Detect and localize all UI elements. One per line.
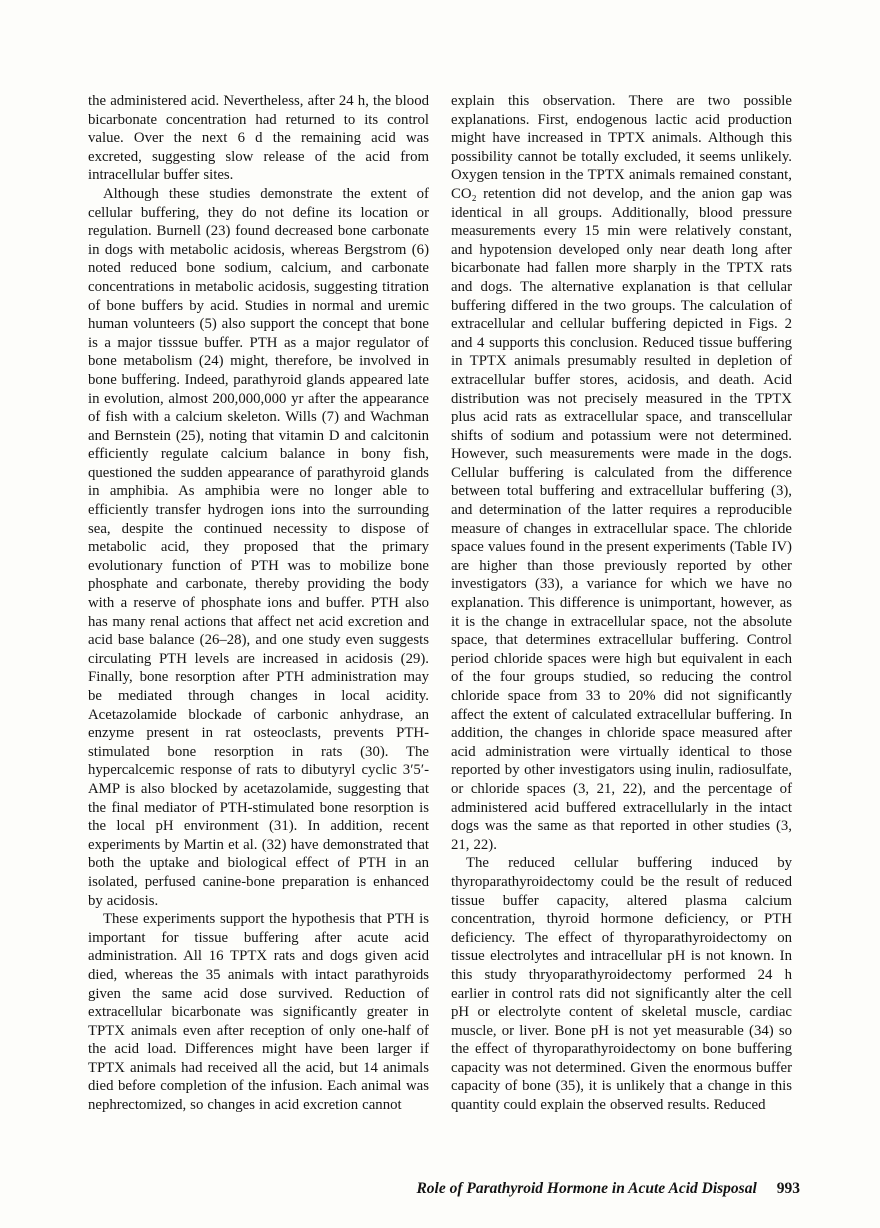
paragraph: The reduced cellular buffering induced by thyroparathyroidectomy could be the result of reduced tissue buffer capacity, altered plasma calcium concentration, thyroid hormone deficiency, or PTH deficiency. The effect of thyroparathyroidectomy on tissue electrolytes and intracellular pH is not known. In this study thryoparathyroidectomy performed 24 h earlier in control rats did not significantly alter the cell pH or electrolyte content of skeletal muscle, cardiac muscle, or liver. Bone pH is not yet measurable (34) so the effect of thyroparathyroidectomy on bone buffering capacity was not determined. Given the enormous buffer capacity of bone (35), it is unlikely that a change in this quantity could explain the observed results. Reduced [451,855,792,1114]
page-number: 993 [776,1180,800,1197]
paragraph: These experiments support the hypothesis that PTH is important for tissue buffering after acute acid administration. All 16 TPTX rats and dogs given acid died, whereas the 35 animals with intact parathyroids given the same acid dose survived. Reduction of extracellular bicarbonate was significantly greater in TPTX animals even after reception of only one-half of the acid load. Differences might have been larger if TPTX animals had received all the acid, but 14 animals died before completion of the infusion. Each animal was nephrectomized, so changes in acid excretion cannot [88,911,429,1114]
page-footer [416,1180,800,1198]
paragraph-continuation: explain this observation. There are two possible explanations. First, endogenous lactic acid production might have increased in TPTX animals. Although this possibility cannot be totally excluded, it seems unlikely. Oxygen tension in the TPTX animals remained constant, CO₂ retention did not develop, and the anion gap was identical in all groups. Additionally, blood pressure measurements every 15 min were relatively constant, and hypotension developed only near death long after bicarbonate had fallen more sharply in the TPTX rats and dogs. The alternative explanation is that cellular buffering differed in the two groups. The calculation of extracellular and cellular buffering depicted in Figs. 2 and 4 supports this conclusion. Reduced tissue buffering in TPTX animals presumably resulted in depletion of extracellular buffer stores, acidosis, and death. Acid distribution was not precisely measured in the TPTX plus acid rats as extracellular space, and transcellular shifts of sodium and potassium were not determined. However, such measurements were made in the dogs. Cellular buffering is calculated from the difference between total buffering and extracellular buffering (3), and determination of the latter requires a reproducible measure of changes in extracellular space. The chloride space values found in the present experiments (Table IV) are higher than those previously reported by other investigators (33), a variance for which we have no explanation. This difference is unimportant, however, as it is the change in extracellular space, not the absolute space, that determines extracellular buffering. Control period chloride spaces were high but equivalent in each of the four groups studied, so reducing the control chloride space from 33 to 20% did not significantly affect the extent of calculated extracellular buffering. In addition, the changes in chloride space measured after acid administration were virtually identical to those reported by other investigators using inulin, radiosulfate, or chloride spaces (3, 21, 22), and the percentage of administered acid buffered extracellularly in the intact dogs was the same as that reported in other studies (3, 21, 22). [451,93,792,853]
left-column [88,92,429,1115]
paragraph: Although these studies demonstrate the extent of cellular buffering, they do not define its location or regulation. Burnell (23) found decreased bone carbonate in dogs with metabolic acidosis, whereas Bergstrom (6) noted reduced bone sodium, calcium, and carbonate concentrations in metabolic acidosis, suggesting titration of bone buffers by acid. Studies in normal and uremic human volunteers (5) also support the concept that bone is a major tisssue buffer. PTH as a major regulator of bone metabolism (24) might, therefore, be involved in bone buffering. Indeed, parathyroid glands appeared late in evolution, almost 200,000,000 yr after the appearance of fish with a calcium skeleton. Wills (7) and Wachman and Bernstein (25), noting that vitamin D and calcitonin efficiently regulate calcium balance in bony fish, questioned the sudden appearance of parathyroid glands in amphibia. As amphibia were no longer able to efficiently transfer hydrogen ions into the surrounding sea, despite the continued necessity to dispose of metabolic acid, they proposed that the primary evolutionary function of PTH was to mobilize bone phosphate and carbonate, thereby providing the body with a reserve of phosphate ions and buffer. PTH also has many renal actions that affect net acid excretion and acid base balance (26–28), and one study even suggests circulating PTH levels are increased in acidosis (29). Finally, bone resorption after PTH administration may be mediated through changes in local acidity. Acetazolamide blockade of carbonic anhydrase, an enzyme present in rat osteoclasts, prevents PTH-stimulated bone resorption in rats (30). The hypercalcemic response of rats to dibutyryl cyclic 3′5′-AMP is also blocked by acetazolamide, suggesting that the final mediator of PTH-stimulated bone resorption is the local pH environment (31). In addition, recent experiments by Martin et al. (32) have demonstrated that both the uptake and biological effect of PTH in an isolated, perfused canine-bone preparation is enhanced by acidosis. [88,185,429,909]
paragraph-continuation: the administered acid. Nevertheless, after 24 h, the blood bicarbonate concentration had returned to its control value. Over the next 6 d the remaining acid was excreted, suggesting slow release of the acid from intracellular buffer sites. [88,93,429,184]
right-column [451,92,792,1115]
running-title: Role of Parathyroid Hormone in Acute Acid Disposal [416,1180,757,1197]
